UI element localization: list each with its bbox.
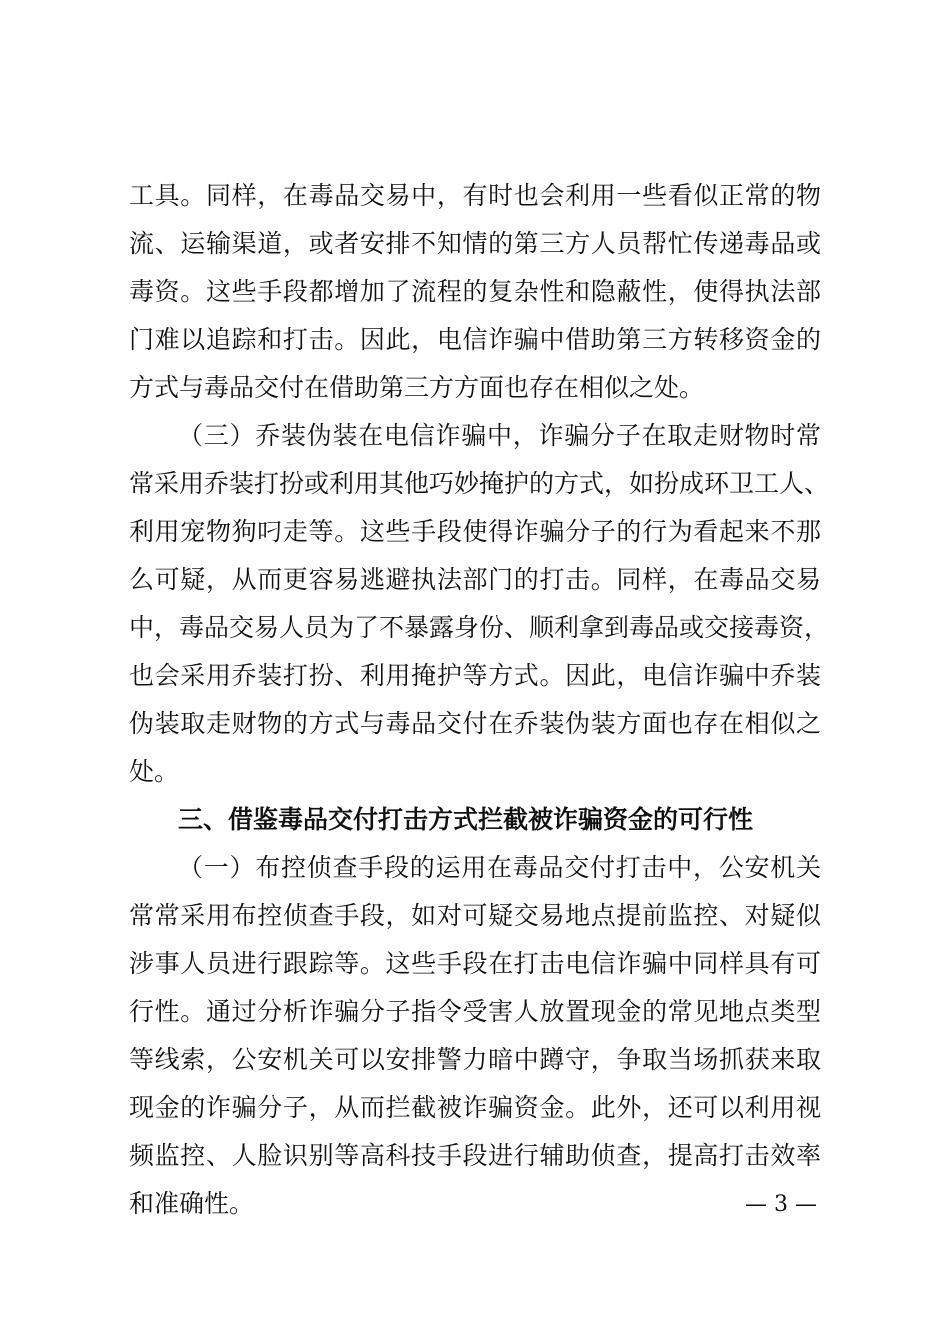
paragraph-line: 工具。同样，在毒品交易中，有时也会利用一些看似正常的物 [129,181,821,210]
paragraph-line: 涉事人员进行跟踪等。这些手段在打击电信诈骗中同样具有可 [129,949,821,978]
paragraph-first-line: （三）乔装伪装在电信诈骗中，诈骗分子在取走财物时常 [178,421,821,450]
paragraph-line: 常采用乔装打扮或利用其他巧妙掩护的方式，如扮成环卫工人、 [129,469,830,498]
paragraph-line: 也会采用乔装打扮、利用掩护等方式。因此，电信诈骗中乔装 [129,661,821,690]
paragraph-line: 频监控、人脸识别等高科技手段进行辅助侦查，提高打击效率 [129,1141,821,1170]
paragraph-line: 现金的诈骗分子，从而拦截被诈骗资金。此外，还可以利用视 [129,1093,821,1122]
section-heading: 三、借鉴毒品交付打击方式拦截被诈骗资金的可行性 [178,805,754,834]
paragraph-line: 门难以追踪和打击。因此，电信诈骗中借助第三方转移资金的 [129,325,821,354]
paragraph-line: 流、运输渠道，或者安排不知情的第三方人员帮忙传递毒品或 [129,229,821,258]
paragraph-line: 行性。通过分析诈骗分子指令受害人放置现金的常见地点类型 [129,997,821,1026]
paragraph-line: 常常采用布控侦查手段，如对可疑交易地点提前监控、对疑似 [129,901,821,930]
paragraph-line: 中，毒品交易人员为了不暴露身份、顺利拿到毒品或交接毒资， [129,613,830,642]
paragraph-line: 和准确性。 [129,1189,255,1218]
paragraph-line: 等线索，公安机关可以安排警力暗中蹲守，争取当场抓获来取 [129,1045,821,1074]
page-number: — 3 — [745,1192,817,1217]
paragraph-line: 么可疑，从而更容易逃避执法部门的打击。同样，在毒品交易 [129,565,821,594]
paragraph-line: 方式与毒品交付在借助第三方方面也存在相似之处。 [129,373,705,402]
paragraph-line: 毒资。这些手段都增加了流程的复杂性和隐蔽性，使得执法部 [129,277,821,306]
paragraph-line: 伪装取走财物的方式与毒品交付在乔装伪装方面也存在相似之 [129,709,821,738]
paragraph-first-line: （一）布控侦查手段的运用在毒品交付打击中，公安机关 [178,853,821,882]
paragraph-line: 处。 [129,757,180,786]
paragraph-line: 利用宠物狗叼走等。这些手段使得诈骗分子的行为看起来不那 [129,517,821,546]
